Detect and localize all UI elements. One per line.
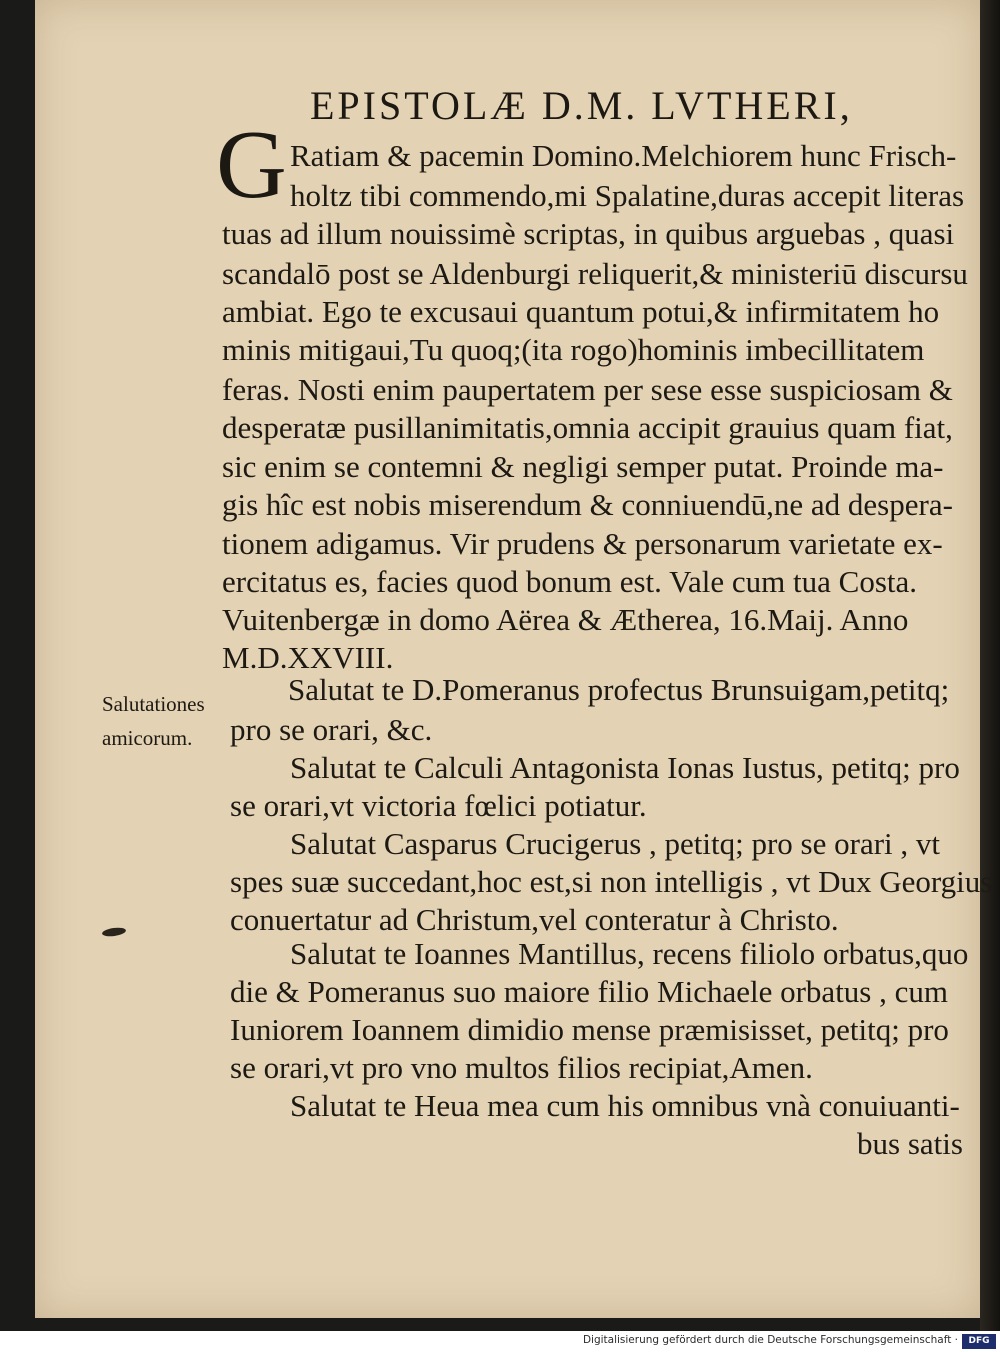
text-line: holtz tibi commendo,mi Spalatine,duras accepit literas — [290, 178, 965, 213]
text-line: desperatæ pusillanimitatis,omnia accipit grauius quam fiat, — [222, 410, 953, 445]
margin-note-line: Salutationes — [102, 692, 205, 716]
text-line: se orari,vt pro vno multos filios recipiat,Amen. — [230, 1050, 813, 1085]
text-line: tionem adigamus. Vir prudens & personarum varietate ex- — [222, 526, 943, 561]
footer-bar — [0, 1331, 1000, 1352]
text-line: Salutat Casparus Crucigerus , petitq; pro se orari , vt — [290, 826, 941, 861]
dfg-logo: DFG — [962, 1334, 996, 1349]
running-header: EPISTOLÆ D.M. LVTHERI, — [310, 83, 853, 128]
text-line: sic enim se contemni & negligi semper putat. Proinde ma- — [222, 449, 944, 484]
text-line: gis hîc est nobis miserendum & conniuendū,ne ad despera- — [222, 487, 953, 522]
text-line: Salutat te Heua mea cum his omnibus vnà conuiuanti- — [290, 1088, 960, 1123]
text-line: scandalō post se Aldenburgi reliquerit,& ministeriū discursu — [222, 256, 968, 291]
text-line: Salutat te Calculi Antagonista Ionas Iustus, petitq; pro — [290, 750, 960, 785]
text-line: pro se orari, &c. — [230, 712, 433, 747]
text-line: feras. Nosti enim paupertatem per sese esse suspiciosam & — [222, 372, 953, 407]
text-line: M.D.XXVIII. — [222, 640, 394, 675]
text-line: Iuniorem Ioannem dimidio mense præmisisset, petitq; pro — [230, 1012, 949, 1047]
catchword: bus satis — [857, 1126, 963, 1161]
text-line: tuas ad illum nouissimè scriptas, in quibus arguebas , quasi — [222, 216, 955, 251]
text-line: minis mitigaui,Tu quoq;(ita rogo)hominis imbecillitatem — [222, 332, 925, 367]
text-line: Salutat te D.Pomeranus profectus Brunsuigam,petitq; — [288, 672, 950, 707]
text-line: Ratiam & pacemin Domino.Melchiorem hunc Frisch- — [290, 138, 957, 173]
footer-credit: Digitalisierung gefördert durch die Deutsche Forschungsgemeinschaft · — [582, 1334, 958, 1346]
text-line: ercitatus es, facies quod bonum est. Vale cum tua Costa. — [222, 564, 918, 599]
margin-note-line: amicorum. — [102, 726, 193, 750]
text-line: se orari,vt victoria fœlici potiatur. — [230, 788, 647, 823]
text-line: Salutat te Ioannes Mantillus, recens filiolo orbatus,quo — [290, 936, 969, 971]
text-line: die & Pomeranus suo maiore filio Michaele orbatus , cum — [230, 974, 948, 1009]
text-line: ambiat. Ego te excusaui quantum potui,& infirmitatem ho — [222, 294, 940, 329]
text-line: Vuitenbergæ in domo Aërea & Ætherea, 16.Maij. Anno — [222, 602, 909, 637]
text-line: spes suæ succedant,hoc est,si non intelligis , vt Dux Georgius — [230, 864, 993, 899]
text-line: conuertatur ad Christum,vel conteratur à Christo. — [230, 902, 839, 937]
page-edge-strip — [980, 0, 1000, 1331]
drop-cap: G — [216, 111, 287, 219]
